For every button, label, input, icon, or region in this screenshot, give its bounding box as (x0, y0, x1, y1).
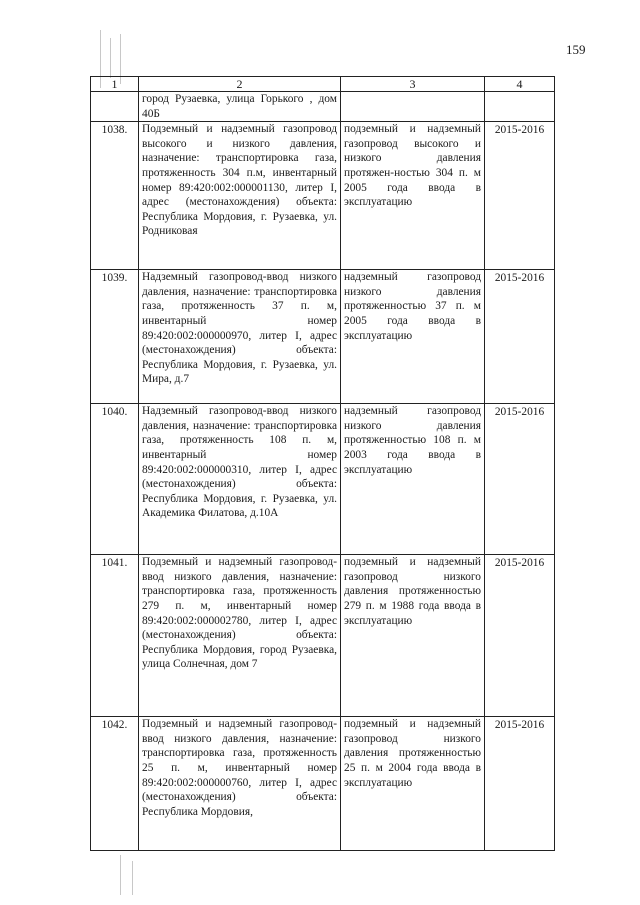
work-period (485, 92, 555, 122)
object-description: Надземный газопровод-ввод низкого давления, назначение: транспортировка газа, протяженность 108 п. м, инвентарный номер 89:420:002:000000310, литер I, адрес (местонахождения) объекта: Республика Мордовия, г. Рузаевка, ул. Академика Филатова, д.10А (139, 404, 341, 555)
column-header: 2 (139, 77, 341, 92)
margin-scan-marks (118, 855, 148, 900)
work-period: 2015-2016 (485, 122, 555, 270)
row-number: 1042. (91, 717, 139, 851)
table-row (91, 404, 555, 555)
object-status: подземный и надземный газопровод высокого и низкого давления протяжен-ностью 304 п. м 2005 года ввода в эксплуатацию (341, 122, 485, 270)
object-status: подземный и надземный газопровод низкого давления протяженностью 25 п. м 2004 года ввода в эксплуатацию (341, 717, 485, 851)
row-number (91, 92, 139, 122)
work-period: 2015-2016 (485, 717, 555, 851)
object-description: Подземный и надземный газопровод-ввод низкого давления, назначение: транспортировка газа, протяженность 279 п. м, инвентарный номер 89:420:002:000002780, литер I, адрес (местонахождения) объекта: Республика Мордовия, город Рузаевка, улица Солнечная, дом 7 (139, 555, 341, 717)
column-header: 1 (91, 77, 139, 92)
object-status: подземный и надземный газопровод низкого давления протяженностью 279 п. м 1988 года ввода в эксплуатацию (341, 555, 485, 717)
object-status (341, 92, 485, 122)
row-number: 1041. (91, 555, 139, 717)
object-status: надземный газопровод низкого давления протяженностью 108 п. м 2003 года ввода в эксплуатацию (341, 404, 485, 555)
table-row (91, 92, 555, 122)
object-description: Подземный и надземный газопровод-ввод низкого давления, назначение: транспортировка газа, протяженность 25 п. м, инвентарный номер 89:420:002:000000760, литер I, адрес (местонахождения) объекта: Республика Мордовия, (139, 717, 341, 851)
row-number: 1040. (91, 404, 139, 555)
registry-table (90, 76, 555, 851)
work-period: 2015-2016 (485, 404, 555, 555)
object-description: Подземный и надземный газопровод высокого и низкого давления, назначение: транспортировка газа, протяженность 304 п.м, инвентарный номер 89:420:002:000001130, литер I, адрес (местонахождения) объекта: Республика Мордовия, г. Рузаевка, ул. Родниковая (139, 122, 341, 270)
object-description: Надземный газопровод-ввод низкого давления, назначение: транспортировка газа, протяженность 37 п. м, инвентарный номер 89:420:002:000000970, литер I, адрес (местонахождения) объекта: Республика Мордовия, г. Рузаевка, ул. Мира, д.7 (139, 270, 341, 404)
work-period: 2015-2016 (485, 555, 555, 717)
table-row (91, 270, 555, 404)
column-header: 4 (485, 77, 555, 92)
object-description: город Рузаевка, улица Горького , дом 40Б (139, 92, 341, 122)
column-header: 3 (341, 77, 485, 92)
row-number: 1039. (91, 270, 139, 404)
row-number: 1038. (91, 122, 139, 270)
object-status: надземный газопровод низкого давления протяженностью 37 п. м 2005 года ввода в эксплуатацию (341, 270, 485, 404)
page-number: 159 (566, 42, 586, 57)
table-row (91, 555, 555, 717)
table-header-row (91, 77, 555, 92)
table-row (91, 122, 555, 270)
work-period: 2015-2016 (485, 270, 555, 404)
table-row (91, 717, 555, 851)
